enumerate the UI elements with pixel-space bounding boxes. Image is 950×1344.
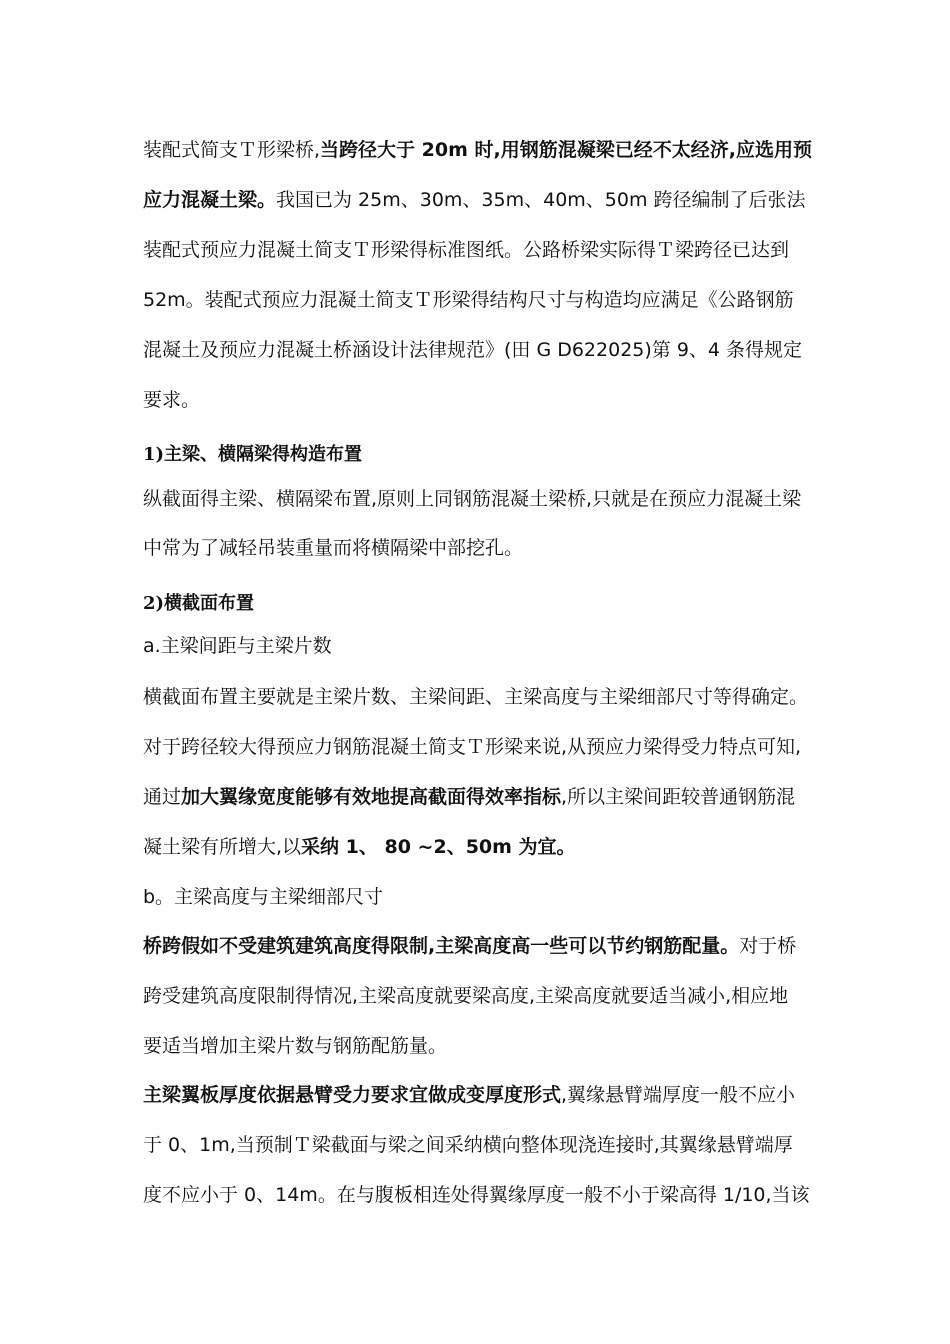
text-run: 通过 (143, 786, 182, 808)
paragraph-3-line-2: 对于跨径较大得预应力钢筋混凝土简支Ｔ形梁来说,从预应力梁得受力特点可知, (143, 736, 802, 758)
paragraph-3-line-1: 横截面布置主要就是主梁片数、主梁间距、主梁高度与主梁细部尺寸等得确定。 (143, 686, 809, 708)
text-run: 凝土梁有所增大,以 (143, 836, 302, 858)
text-run: ,翼缘悬臂端厚度一般不应小 (561, 1084, 796, 1106)
paragraph-1-line-3: 装配式预应力混凝土简支Ｔ形梁得标准图纸。公路桥梁实际得Ｔ梁跨径已达到 (143, 239, 790, 261)
bold-text-run: 当跨径大于 20m 时,用钢筋混凝梁已经不太经济,应选用预 (320, 139, 812, 161)
paragraph-2-line-1: 纵截面得主梁、横隔梁布置,原则上同钢筋混凝土梁桥,只就是在预应力混凝土梁 (143, 488, 802, 510)
paragraph-1-line-2 (143, 187, 813, 213)
section-heading-2: 2)横截面布置 (143, 593, 255, 614)
paragraph-1-line-6: 要求。 (143, 389, 201, 411)
bold-text-run: 桥跨假如不受建筑建筑高度得限制,主梁高度高一些可以节约钢筋配量。 (143, 935, 740, 957)
paragraph-2-line-2: 中常为了减轻吊装重量而将横隔梁中部挖孔。 (143, 537, 524, 559)
text-run: 对于桥 (739, 935, 797, 957)
paragraph-3-line-4 (143, 834, 813, 860)
paragraph-4-line-1 (143, 933, 813, 959)
paragraph-3-line-3 (143, 784, 813, 810)
bold-text-run: 应力混凝土梁。 (143, 189, 277, 211)
subheading-a: a.主梁间距与主梁片数 (143, 635, 332, 657)
text-run: 我国已为 25m、30m、35m、40m、50m 跨径编制了后张法 (276, 189, 806, 211)
subheading-b: b。主梁高度与主梁细部尺寸 (143, 886, 384, 908)
paragraph-5-line-2: 于 0、1m,当预制Ｔ梁截面与梁之间采纳横向整体现浇连接时,其翼缘悬臂端厚 (143, 1134, 793, 1156)
text-run: ,所以主梁间距较普通钢筋混 (561, 786, 796, 808)
bold-text-run: 加大翼缘宽度能够有效地提高截面得效率指标 (181, 786, 562, 808)
paragraph-5-line-3: 度不应小于 0、14m。在与腹板相连处得翼缘厚度一般不小于梁高得 1/10,当该 (143, 1184, 810, 1206)
section-heading-1: 1)主梁、横隔梁得构造布置 (143, 444, 363, 465)
paragraph-1-line-4: 52m。装配式预应力混凝土简支Ｔ形梁得结构尺寸与构造均应满足《公路钢筋 (143, 289, 794, 311)
paragraph-4-line-2: 跨受建筑高度限制得情况,主梁高度就要梁高度,主梁高度就要适当减小,相应地 (143, 985, 789, 1007)
text-run: 装配式简支Ｔ形梁桥, (143, 139, 321, 161)
paragraph-4-line-3: 要适当增加主梁片数与钢筋配筋量。 (143, 1035, 448, 1057)
bold-text-run: 主梁翼板厚度依据悬臂受力要求宜做成变厚度形式 (143, 1084, 562, 1106)
bold-text-run: 采纳 1、 80 ~2、50m 为宜。 (301, 836, 576, 858)
paragraph-1-line-1 (143, 137, 813, 163)
paragraph-5-line-1 (143, 1082, 813, 1108)
paragraph-1-line-5: 混凝土及预应力混凝土桥涵设计法律规范》(田 G D622025)第 9、4 条得规定 (143, 339, 803, 361)
